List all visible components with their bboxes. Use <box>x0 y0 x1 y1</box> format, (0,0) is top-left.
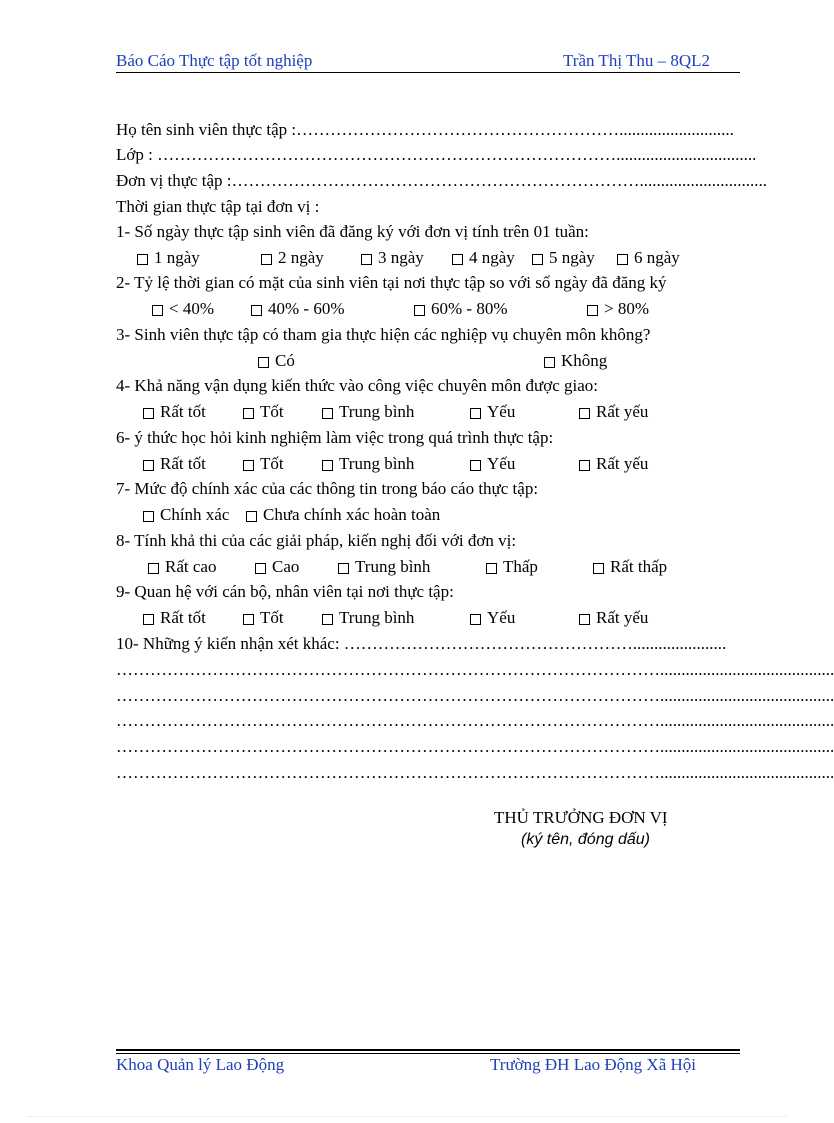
option-q6-good[interactable]: Tốt <box>243 454 284 474</box>
checkbox[interactable] <box>152 305 163 316</box>
checkbox[interactable] <box>322 408 333 419</box>
checkbox[interactable] <box>246 511 257 522</box>
field-student-name: Họ tên sinh viên thực tập :…………………………………………………........................... <box>116 120 734 139</box>
checkbox[interactable] <box>579 614 590 625</box>
checkbox[interactable] <box>143 460 154 471</box>
option-q4-good[interactable]: Tốt <box>243 402 284 422</box>
option-q4-very-weak[interactable]: Rất yếu <box>579 402 648 422</box>
option-ratio-2[interactable]: 40% - 60% <box>251 299 344 319</box>
header-divider <box>116 72 740 73</box>
question-1: 1- Số ngày thực tập sinh viên đã đăng ký với đơn vị tính trên 01 tuần: <box>116 222 589 241</box>
option-yes[interactable]: Có <box>258 351 295 371</box>
checkbox[interactable] <box>261 254 272 265</box>
comment-line[interactable]: ……………………………………………………………………………………......................................... <box>116 711 834 730</box>
checkbox[interactable] <box>593 563 604 574</box>
checkbox[interactable] <box>452 254 463 265</box>
option-q8-very-low[interactable]: Rất thấp <box>593 557 667 577</box>
checkbox[interactable] <box>470 408 481 419</box>
page-edge <box>28 1116 788 1117</box>
option-not-accurate[interactable]: Chưa chính xác hoàn toàn <box>246 505 440 525</box>
checkbox[interactable] <box>148 563 159 574</box>
checkbox[interactable] <box>243 614 254 625</box>
signature-subtitle: (ký tên, đóng dấu) <box>521 831 650 848</box>
comment-line[interactable]: ……………………………………………………………………………………......................................... <box>116 660 834 679</box>
checkbox[interactable] <box>579 408 590 419</box>
option-4-days[interactable]: 4 ngày <box>452 248 515 268</box>
checkbox[interactable] <box>587 305 598 316</box>
checkbox[interactable] <box>243 408 254 419</box>
question-10: 10- Những ý kiến nhận xét khác: ……………………………………………...................... <box>116 634 727 653</box>
option-3-days[interactable]: 3 ngày <box>361 248 424 268</box>
signature-title: THỦ TRƯỞNG ĐƠN VỊ <box>494 808 668 827</box>
header-title: Báo Cáo Thực tập tốt nghiệp <box>116 51 313 70</box>
option-ratio-1[interactable]: < 40% <box>152 299 214 319</box>
question-3: 3- Sinh viên thực tập có tham gia thực hiện các nghiệp vụ chuyên môn không? <box>116 325 651 344</box>
question-8: 8- Tính khả thi của các giải pháp, kiến nghị đối với đơn vị: <box>116 531 517 550</box>
option-6-days[interactable]: 6 ngày <box>617 248 680 268</box>
checkbox[interactable] <box>137 254 148 265</box>
field-unit: Đơn vị thực tập :……………………………………………………………….............................. <box>116 171 767 190</box>
checkbox[interactable] <box>322 614 333 625</box>
option-q9-weak[interactable]: Yếu <box>470 608 515 628</box>
option-1-day[interactable]: 1 ngày <box>137 248 200 268</box>
footer-faculty: Khoa Quản lý Lao Động <box>116 1055 285 1074</box>
question-6: 6- ý thức học hỏi kinh nghiệm làm việc trong quá trình thực tập: <box>116 428 554 447</box>
checkbox[interactable] <box>532 254 543 265</box>
option-5-days[interactable]: 5 ngày <box>532 248 595 268</box>
option-q4-weak[interactable]: Yếu <box>470 402 515 422</box>
option-q6-very-weak[interactable]: Rất yếu <box>579 454 648 474</box>
checkbox[interactable] <box>361 254 372 265</box>
comment-line[interactable]: ……………………………………………………………………………………......................................... <box>116 737 834 756</box>
checkbox[interactable] <box>143 614 154 625</box>
option-q8-low[interactable]: Thấp <box>486 557 538 577</box>
footer-divider <box>116 1049 740 1051</box>
checkbox[interactable] <box>414 305 425 316</box>
field-class: Lớp : ………………………………………………………………………................................. <box>116 145 757 164</box>
option-q9-good[interactable]: Tốt <box>243 608 284 628</box>
field-time: Thời gian thực tập tại đơn vị : <box>116 197 320 216</box>
option-2-days[interactable]: 2 ngày <box>261 248 324 268</box>
option-q9-very-good[interactable]: Rất tốt <box>143 608 206 628</box>
checkbox[interactable] <box>143 408 154 419</box>
question-7: 7- Mức độ chính xác của các thông tin trong báo cáo thực tập: <box>116 479 539 498</box>
comment-line[interactable]: ……………………………………………………………………………………......................................... <box>116 686 834 705</box>
option-q9-very-weak[interactable]: Rất yếu <box>579 608 648 628</box>
footer-university: Trường ĐH Lao Động Xã Hội <box>490 1055 696 1074</box>
option-q6-weak[interactable]: Yếu <box>470 454 515 474</box>
option-ratio-4[interactable]: > 80% <box>587 299 649 319</box>
checkbox[interactable] <box>143 511 154 522</box>
option-no[interactable]: Không <box>544 351 607 371</box>
checkbox[interactable] <box>243 460 254 471</box>
question-9: 9- Quan hệ với cán bộ, nhân viên tại nơi thực tập: <box>116 582 454 601</box>
option-q6-average[interactable]: Trung bình <box>322 454 414 474</box>
checkbox[interactable] <box>470 614 481 625</box>
option-q8-high[interactable]: Cao <box>255 557 299 577</box>
checkbox[interactable] <box>486 563 497 574</box>
comment-line[interactable]: ……………………………………………………………………………………......................................... <box>116 763 834 782</box>
checkbox[interactable] <box>258 357 269 368</box>
option-q8-very-high[interactable]: Rất cao <box>148 557 216 577</box>
checkbox[interactable] <box>617 254 628 265</box>
question-2: 2- Tỷ lệ thời gian có mặt của sinh viên tại nơi thực tập so với số ngày đã đăng ký <box>116 273 667 292</box>
checkbox[interactable] <box>470 460 481 471</box>
option-q9-average[interactable]: Trung bình <box>322 608 414 628</box>
option-accurate[interactable]: Chính xác <box>143 505 229 525</box>
option-q6-very-good[interactable]: Rất tốt <box>143 454 206 474</box>
checkbox[interactable] <box>322 460 333 471</box>
checkbox[interactable] <box>338 563 349 574</box>
checkbox[interactable] <box>255 563 266 574</box>
checkbox[interactable] <box>544 357 555 368</box>
footer-divider <box>116 1053 740 1054</box>
checkbox[interactable] <box>579 460 590 471</box>
option-ratio-3[interactable]: 60% - 80% <box>414 299 507 319</box>
checkbox[interactable] <box>251 305 262 316</box>
option-q4-average[interactable]: Trung bình <box>322 402 414 422</box>
option-q8-average[interactable]: Trung bình <box>338 557 430 577</box>
question-4: 4- Khả năng vận dụng kiến thức vào công việc chuyên môn được giao: <box>116 376 599 395</box>
option-q4-very-good[interactable]: Rất tốt <box>143 402 206 422</box>
header-author: Trần Thị Thu – 8QL2 <box>563 51 711 70</box>
